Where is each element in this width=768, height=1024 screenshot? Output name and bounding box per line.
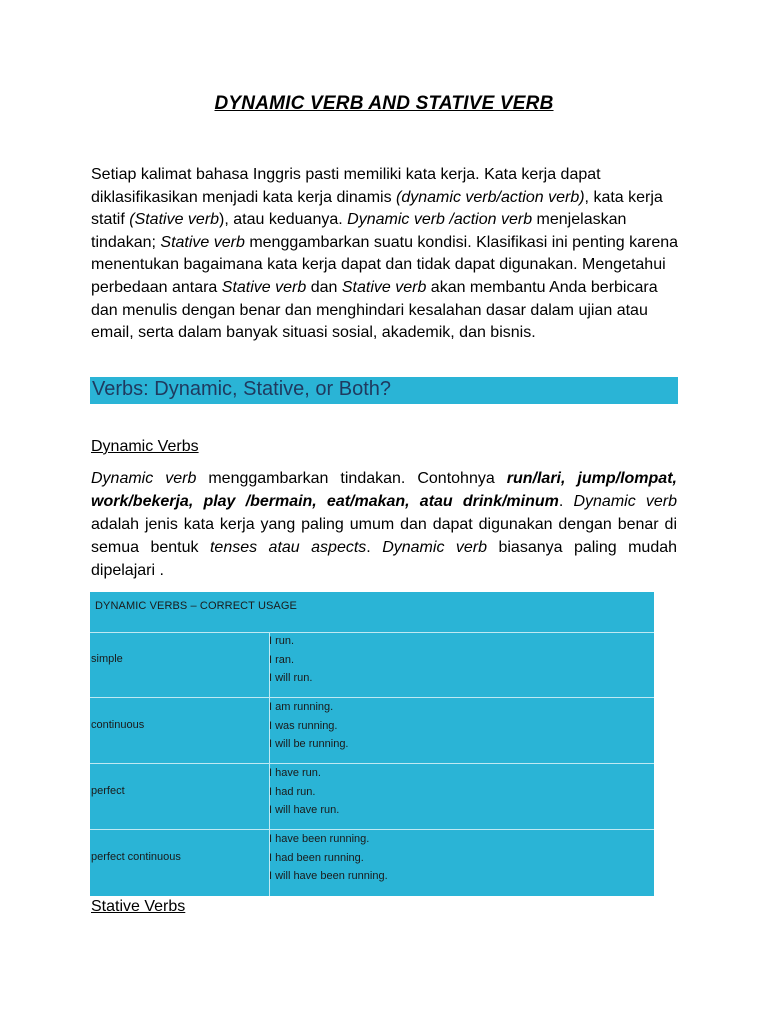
dynamic-verbs-table [90, 592, 654, 896]
example-line: I will run. [269, 672, 313, 684]
intro-paragraph [91, 164, 681, 345]
example-line: I will be running. [269, 738, 349, 750]
table-row-examples [269, 764, 649, 820]
dynamic-text: . [558, 493, 574, 510]
intro-text: Setiap kalimat bahasa Inggris pasti memiliki kata kerja. Kata kerja dapat diklasifikasikan menjadi kata kerja dinamis [91, 166, 601, 206]
example-line: I will have run. [269, 804, 340, 816]
stative-verbs-heading: Stative Verbs [91, 898, 186, 915]
intro-italic: Stative verb [341, 278, 427, 296]
table-row-examples [269, 632, 649, 688]
intro-italic: (Stative verb [129, 211, 220, 229]
intro-text: dan [306, 278, 342, 296]
page-title: DYNAMIC VERB AND STATIVE VERB [214, 93, 554, 114]
dynamic-text: biasanya paling mudah dipelajari . [91, 539, 678, 579]
dynamic-text: menggambarkan tindakan. Contohnya [196, 470, 507, 487]
table-header: DYNAMIC VERBS – CORRECT USAGE [95, 600, 297, 612]
section-banner [90, 377, 678, 404]
intro-text: menjelaskan tindakan; [91, 211, 627, 251]
example-line: I am running. [269, 701, 334, 713]
table-row-label: perfect continuous [91, 851, 181, 863]
dynamic-italic: Dynamic verb [382, 539, 488, 556]
table-row-label: perfect [91, 785, 125, 797]
dynamic-text: adalah jenis kata kerja yang paling umum dan dapat digunakan dengan benar di semua bentuk [91, 516, 677, 556]
example-line: I will have been running. [269, 870, 388, 882]
intro-text: menggambarkan suatu kondisi. Klasifikasi ini penting karena menentukan bagaimana kata kerja dapat dan tidak dapat digunakan. Mengetahui perbedaan antara [91, 233, 679, 296]
table-row-label: continuous [91, 719, 145, 731]
example-line: I had been running. [269, 851, 364, 864]
dynamic-examples: run/lari, jump/lompat, work/bekerja, play /bermain, eat/makan, atau drink/minum [91, 470, 677, 510]
table-row-examples [269, 698, 649, 754]
example-line: I run. [269, 635, 295, 647]
table-row-label: simple [91, 653, 123, 665]
dynamic-italic: tenses atau aspects [209, 539, 367, 556]
dynamic-italic: Dynamic verb [91, 470, 197, 487]
dynamic-verbs-heading: Dynamic Verbs [91, 438, 199, 455]
example-line: I had run. [269, 785, 316, 798]
dynamic-text: . [366, 539, 383, 556]
example-line: I ran. [269, 653, 295, 666]
example-line: I was running. [269, 719, 338, 732]
intro-text: ), atau keduanya. [219, 211, 348, 229]
table-row-examples [269, 830, 649, 886]
dynamic-italic: Dynamic verb [573, 493, 677, 510]
dynamic-verbs-paragraph [91, 467, 677, 582]
example-line: I have been running. [269, 833, 370, 845]
section-banner-title: Verbs: Dynamic, Stative, or Both? [92, 378, 392, 400]
intro-italic: Dynamic verb /action verb [347, 211, 533, 229]
intro-italic: (dynamic verb/action verb) [396, 188, 585, 206]
intro-italic: Stative verb [221, 278, 307, 296]
intro-italic: Stative verb [160, 233, 245, 251]
intro-text: akan membantu Anda berbicara dan menulis dengan benar dan menghindari kesalahan dasar dalam ujian atau email, serta dalam banyak situasi sosial, akademik, dan bisnis. [91, 278, 658, 342]
example-line: I have run. [269, 767, 321, 779]
intro-text: , kata kerja statif [91, 188, 663, 229]
